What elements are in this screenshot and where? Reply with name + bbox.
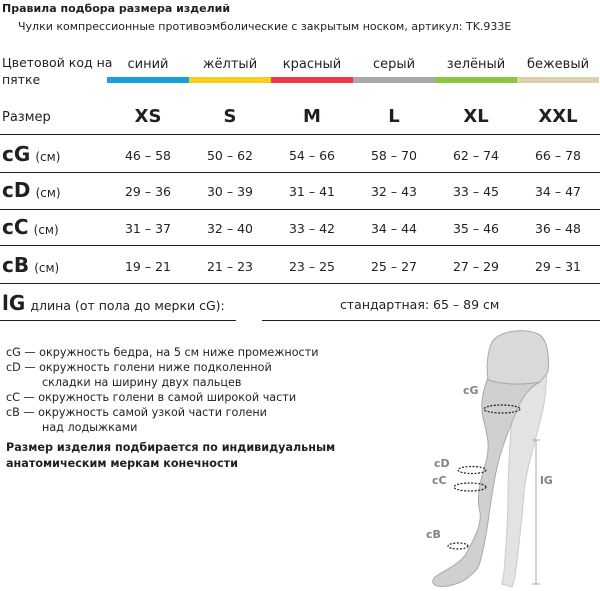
color-name-beige: бежевый <box>526 57 590 72</box>
divider-cb <box>0 283 600 284</box>
length-value: стандартная: 65 – 89 см <box>340 297 500 312</box>
page-title: Правила подбора размера изделий <box>2 2 231 15</box>
row-unit-cc: (см) <box>33 223 59 237</box>
legend-cd: cD — окружность голени ниже подколенной <box>6 361 272 374</box>
cell-cg-xs: 46 – 58 <box>124 148 171 163</box>
page-subtitle: Чулки компрессионные противоэмболические с закрытым носком, артикул: TK.933E <box>18 20 512 33</box>
cell-cb-m: 23 – 25 <box>288 259 335 274</box>
cell-cb-xxl: 29 – 31 <box>534 259 581 274</box>
legend-cg: cG — окружность бедра, на 5 см ниже промежности <box>6 346 319 359</box>
size-xxl: XXL <box>538 106 578 127</box>
row-label-lg <box>2 291 225 315</box>
row-unit-cd: (см) <box>35 186 61 200</box>
size-m: M <box>303 106 321 127</box>
divider-length-right <box>262 320 600 321</box>
cell-cc-s: 32 – 40 <box>206 221 253 236</box>
color-name-red: красный <box>282 57 342 72</box>
row-label-cc <box>2 215 59 239</box>
row-unit-cg: (см) <box>35 150 61 164</box>
ring-cd <box>458 467 486 474</box>
cell-cc-xs: 31 – 37 <box>124 221 171 236</box>
cell-cd-xl: 33 – 45 <box>452 184 499 199</box>
cell-cb-s: 21 – 23 <box>206 259 253 274</box>
row-label-cg <box>2 142 60 166</box>
fig-label-cb: cB <box>426 528 441 541</box>
fig-label-cc: cC <box>432 474 447 487</box>
legend-note-2: анатомическим меркам конечности <box>6 457 238 470</box>
size-label: Размер <box>2 110 51 125</box>
color-bar-yellow <box>189 77 271 83</box>
divider-size <box>0 134 600 135</box>
cell-cc-xxl: 36 – 48 <box>534 221 581 236</box>
legend-cb-cont: над лодыжками <box>42 421 138 434</box>
cell-cc-m: 33 – 42 <box>288 221 335 236</box>
cell-cg-s: 50 – 62 <box>206 148 253 163</box>
cell-cb-xs: 19 – 21 <box>124 259 171 274</box>
row-code-cd: cD <box>2 178 31 202</box>
cell-cb-l: 25 – 27 <box>370 259 417 274</box>
legend-note-1: Размер изделия подбирается по индивидуальным <box>6 441 336 454</box>
legend-cc: cC — окружность голени в самой широкой части <box>6 391 297 404</box>
divider-length-left <box>0 320 236 321</box>
row-code-cb: cB <box>2 253 30 277</box>
color-bar-red <box>271 77 353 83</box>
divider-cd <box>0 209 600 210</box>
size-xs: XS <box>134 106 162 127</box>
row-unit-cb: (см) <box>34 261 60 275</box>
fig-label-cd: cD <box>434 457 450 470</box>
cell-cg-xxl: 66 – 78 <box>534 148 581 163</box>
cell-cc-xl: 35 – 46 <box>452 221 499 236</box>
color-bar-blue <box>107 77 189 83</box>
leg-figure <box>400 322 600 591</box>
cell-cb-xl: 27 – 29 <box>452 259 499 274</box>
color-name-yellow: жёлтый <box>202 57 258 72</box>
color-bar-green <box>435 77 517 83</box>
fig-label-lg: lG <box>540 474 553 487</box>
color-bar-gray <box>353 77 435 83</box>
cell-cg-m: 54 – 66 <box>288 148 335 163</box>
cell-cd-xxl: 34 – 47 <box>534 184 581 199</box>
color-name-blue: синий <box>127 57 169 72</box>
ring-cb <box>448 543 468 549</box>
size-l: L <box>388 106 400 127</box>
legend-cb: cB — окружность самой узкой части голени <box>6 406 267 419</box>
color-bar-beige <box>517 77 599 83</box>
cell-cd-xs: 29 – 36 <box>124 184 171 199</box>
cell-cg-l: 58 – 70 <box>370 148 417 163</box>
torso-shape <box>487 331 548 384</box>
size-s: S <box>223 106 237 127</box>
row-label-cb <box>2 253 59 277</box>
cell-cd-m: 31 – 41 <box>288 184 335 199</box>
row-code-cg: cG <box>2 142 31 166</box>
divider-cg <box>0 172 600 173</box>
length-label: длина (от пола до мерки cG): <box>30 298 225 313</box>
row-code-cc: cC <box>2 215 29 239</box>
cell-cd-l: 32 – 43 <box>370 184 417 199</box>
size-xl: XL <box>463 106 489 127</box>
divider-cc <box>0 245 600 246</box>
row-label-cd <box>2 178 61 202</box>
cell-cc-l: 34 – 44 <box>370 221 417 236</box>
cell-cg-xl: 62 – 74 <box>452 148 499 163</box>
row-code-lg: lG <box>2 291 26 315</box>
fig-label-cg: cG <box>463 384 479 397</box>
color-code-label: Цветовой код на пятке <box>2 55 113 87</box>
legend-cd-cont: складки на ширину двух пальцев <box>42 376 242 389</box>
cell-cd-s: 30 – 39 <box>206 184 253 199</box>
color-name-green: зелёный <box>446 57 506 72</box>
color-name-gray: серый <box>372 57 416 72</box>
